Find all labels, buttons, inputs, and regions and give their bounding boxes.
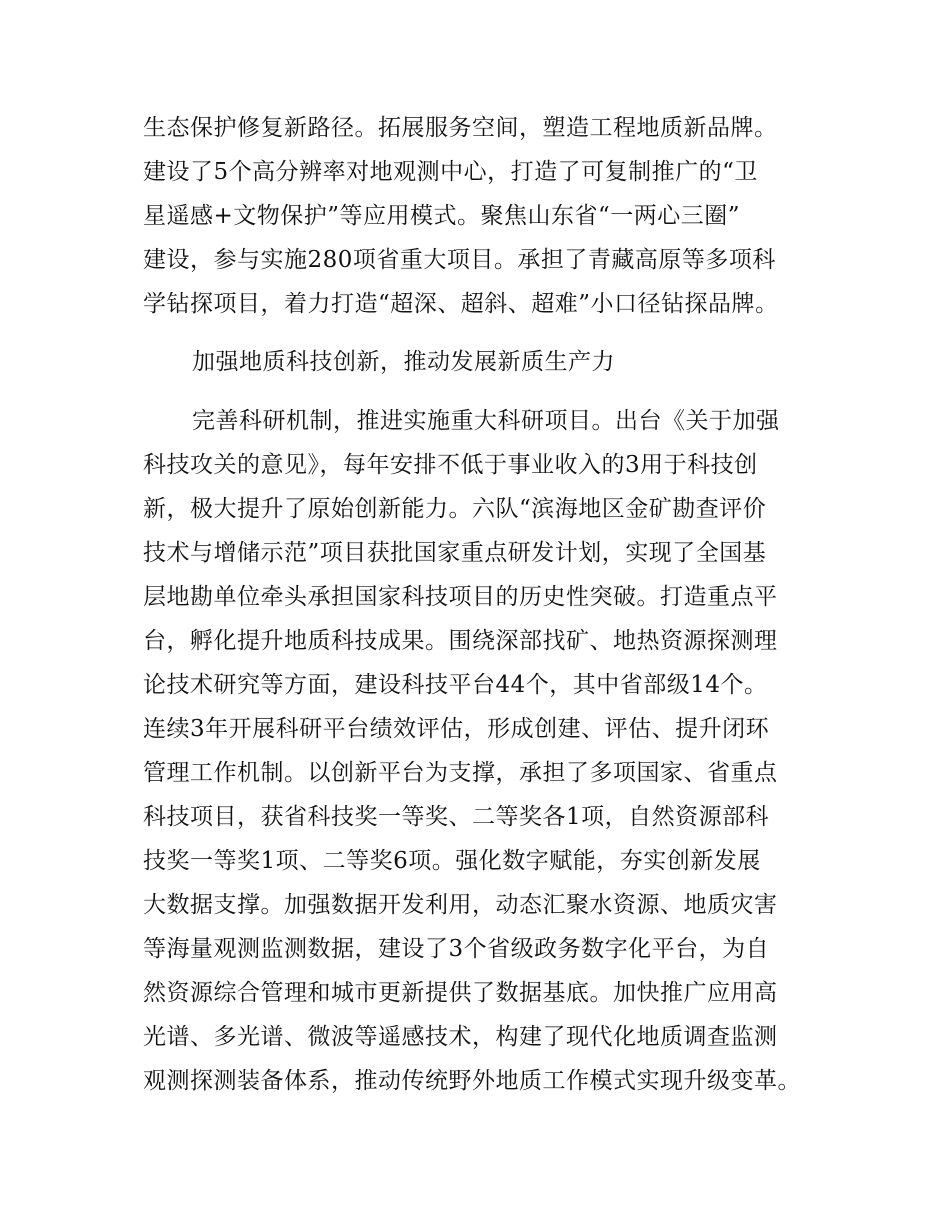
text-line-5: 学钻探项目，着力打造“超深、超斜、超难”小口径钻探品牌。 (143, 291, 779, 317)
text-line-8: 科技攻关的意见》，每年安排不低于事业收入的3用于科技创 (143, 452, 758, 478)
text-line-15: 管理工作机制。以创新平台为支撑，承担了多项国家、省重点 (143, 760, 778, 786)
section-heading: 加强地质科技创新，推动发展新质生产力 (192, 349, 615, 375)
text-line-7: 完善科研机制，推进实施重大科研项目。出台《关于加强 (192, 408, 780, 434)
text-line-3: 星遥感+文物保护”等应用模式。聚焦山东省“一两心三圈” (143, 203, 741, 229)
text-line-18: 大数据支撑。加强数据开发利用，动态汇聚水资源、地质灾害 (143, 892, 778, 918)
text-line-19: 等海量观测监测数据，建设了3个省级政务数字化平台，为自 (143, 936, 770, 962)
text-line-20: 然资源综合管理和城市更新提供了数据基底。加快推广应用高 (143, 980, 778, 1006)
text-line-1: 生态保护修复新路径。拓展服务空间，塑造工程地质新品牌。 (143, 115, 778, 141)
text-line-10: 技术与增储示范”项目获批国家重点研发计划，实现了全国基 (143, 540, 767, 566)
text-line-12: 台，孵化提升地质科技成果。围绕深部找矿、地热资源探测理 (143, 628, 778, 654)
text-line-22: 观测探测装备体系，推动传统野外地质工作模式实现升级变革。 (143, 1068, 801, 1094)
text-line-21: 光谱、多光谱、微波等遥感技术，构建了现代化地质调查监测 (143, 1024, 778, 1050)
text-line-14: 连续3年开展科研平台绩效评估，形成创建、评估、提升闭环 (143, 716, 770, 742)
text-line-17: 技奖一等奖1项、二等奖6项。强化数字赋能，夯实创新发展 (143, 848, 761, 874)
text-line-11: 层地勘单位牵头承担国家科技项目的历史性突破。打造重点平 (143, 584, 778, 610)
text-line-4: 建设，参与实施280项省重大项目。承担了青藏高原等多项科 (143, 247, 776, 273)
text-line-16: 科技项目，获省科技奖一等奖、二等奖各1项，自然资源部科 (143, 804, 770, 830)
text-line-2: 建设了5个高分辨率对地观测中心，打造了可复制推广的“卫 (143, 159, 758, 185)
text-line-9: 新，极大提升了原始创新能力。六队“滨海地区金矿勘查评价 (143, 496, 767, 522)
text-line-13: 论技术研究等方面，建设科技平台44个，其中省部级14个。 (143, 672, 768, 698)
